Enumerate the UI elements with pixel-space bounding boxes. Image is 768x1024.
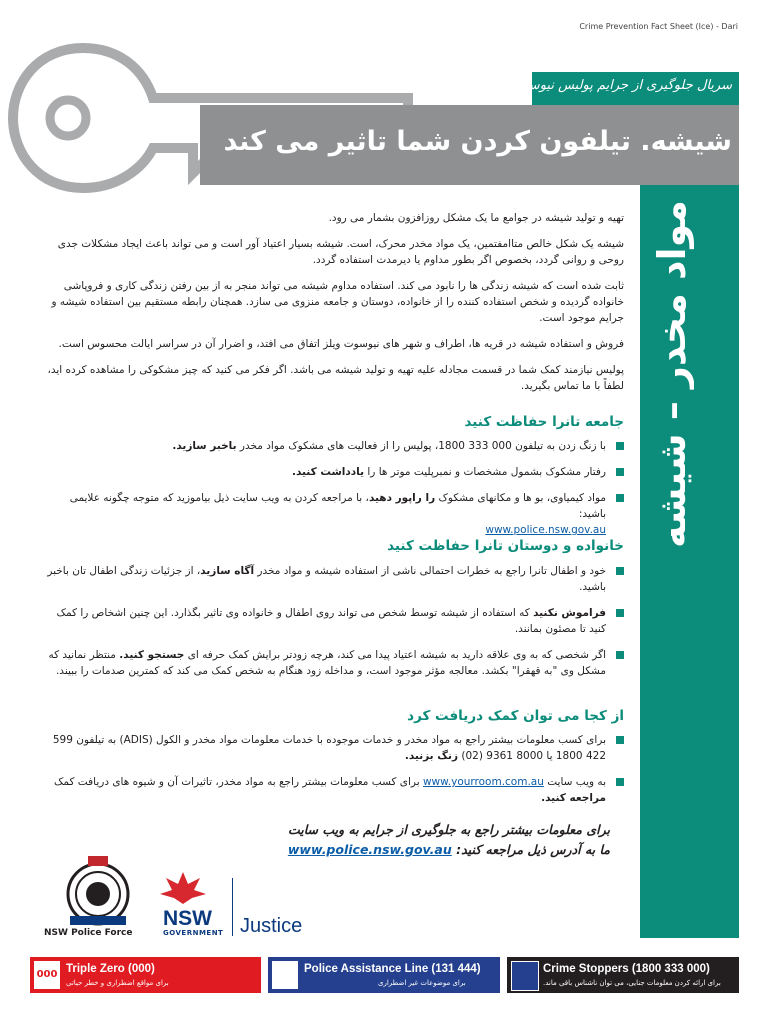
item-text: به ویب سایت [543,776,606,788]
item-text: برای کسب معلومات بیشتر راجع به مواد مخدر و خدمات موجوده با خدمات معلومات مواد مخدر و الکول (ADIS) به تیلفون 599 422 1800 یا 8000 9361 (02) [52,734,606,762]
footer-title: Triple Zero (000) [66,963,155,975]
more-info-line: برای معلومات بیشتر راجع به جلوگیری از جرایم به ویب سایت [287,822,610,837]
bullet-icon [616,778,624,786]
more-info-line [140,840,610,860]
list-item [40,464,624,480]
bullet-icon [616,651,624,659]
help-list [40,732,624,816]
bullet-icon [616,442,624,450]
intro-paragraph: پولیس نیازمند کمک شما در قسمت مجادله علیه تهیه و تولید شیشه می باشد. اگر فکر می کنید که چیز مشکوکی را مشاهده کرده اید، لطفاً با ما تماس بگیرید. [47,364,624,392]
item-text: منتظر نمانید که مشکل وی "به قهقرا" بکشد. معالجه مؤثر موجود است، و مداخله زود هنگام به شخص کمک می کند که کمترین صدمات را ببیند. [48,649,606,677]
item-bold: باخبر سازید. [172,440,237,452]
list-item [40,732,624,764]
page-title: شیشه. تیلفون کردن شما تاثیر می کند [223,126,732,157]
bullet-icon [616,494,624,502]
police-website-link-bottom[interactable]: www.police.nsw.gov.au [287,842,452,857]
footer-sub: برای مواقع اضطراری و خطر حیاتی [66,979,169,987]
footer-sub: برای موضوعات غیر اضطراری [378,979,466,987]
footer-police-line [268,957,500,993]
item-bold: جستجو کنید. [119,649,185,661]
bullet-icon [616,567,624,575]
footer-title: Crime Stoppers (1800 333 000) [543,963,710,975]
intro [40,210,624,404]
list-item [40,605,624,637]
justice-logo-text: Justice [240,915,303,937]
item-text: که استفاده از شیشه توسط شخص می تواند روی اطفال و خانواده وی تاثیر بگذارد. این چنین اشخاص را کمک کنید تا مصئون بمانند. [56,607,606,635]
police-icon [272,961,298,989]
fact-sheet-note: Crime Prevention Fact Sheet (Ice) - Dari [579,22,738,31]
nsw-logo-text: NSW [163,907,212,930]
list-item [40,490,624,538]
police-website-link[interactable]: www.police.nsw.gov.au [485,524,606,536]
list-item [40,563,624,595]
community-list [40,438,624,548]
item-text: با زنگ زدن به تیلفون 000 333 1800، پولیس را از فعالیت های مشکوک مواد مخدر [236,440,606,452]
triple-zero-icon: 000 [34,961,60,989]
more-info-text: ما به آدرس ذیل مراجعه کنید: [456,842,610,857]
item-bold: زنگ بزنید. [404,750,459,762]
footer-crime-stoppers [507,957,739,993]
side-title: مواد مخدر – شیشه [650,200,694,548]
police-label: NSW Police Force [44,928,133,938]
intro-paragraph: شیشه یک شکل خالص متاامفتمین، یک مواد مخدر محرک، است. شیشه بسیار اعتیاد آور است و می تواند باعث ایجاد مشکلات جدی روحی و روانی گردد، بخصوص اگر بطور مداوم یا دیرمدت استفاده گردد. [57,238,624,266]
intro-paragraph: فروش و استفاده شیشه در قریه ها، اطراف و شهر های نیوسوت ویلز اتفاق می افتد، و اضرار آن در سراسر ایالت محسوس است. [58,338,624,350]
item-bold: فراموش نکنید [533,607,606,619]
more-info [140,820,610,860]
item-bold: یادداشت کنید. [291,466,365,478]
item-text: رفتار مشکوک بشمول مشخصات و نمبرپلیت موتر ها را [364,466,606,478]
crime-stoppers-icon [511,961,539,991]
item-text: خود و اطفال تانرا راجع به خطرات احتمالی ناشی از استفاده شیشه و مواد مخدر [254,565,606,577]
bullet-icon [616,609,624,617]
item-text: ، از جزئیات زندگی اطفال تان باخبر باشید. [47,565,606,593]
item-bold: آگاه سازید [200,565,255,577]
bullet-icon [616,468,624,476]
list-item [40,647,624,679]
waratah-icon [158,870,208,906]
item-text: اگر شخصی که به وی علاقه دارید به شیشه اعتیاد پیدا می کند، هرچه زودتر برایش کمک حرفه ای [184,649,606,661]
logo-divider [232,878,233,936]
nsw-gov-text: GOVERNMENT [163,929,224,937]
section-title-community: جامعه تانرا حفاظت کنید [464,414,624,430]
yourroom-link[interactable]: www.yourroom.com.au [422,776,544,788]
footer-sub: برای ارائه کردن معلومات جنایی، می توان ناشناس باقی ماند. [543,979,721,987]
family-list [40,563,624,689]
item-text: مواد کیمیاوی، بو ها و مکانهای مشکوک [435,492,606,504]
item-text: ، با مراجعه کردن به ویب سایت ذیل بیاموزید که متوجه چگونه علایمی باشید: [69,492,606,520]
item-text: برای کسب معلومات بیشتر راجع به مواد مخدر، تاثیرات آن و شیوه های دریافت کمک [54,776,423,788]
intro-paragraph: ثابت شده است که شیشه زندگی ها را نابود می کند. استفاده مداوم شیشه می تواند منجر به از بین رفتن زندگی کاری و فروپاشی خانواده گردیده و شخص استفاده کننده را از خانواده، دوستان و جامعه منزوی می سازد. همچنان رابطه مستقیم بین استفاده شیشه و جرایم موجود است. [51,280,624,324]
item-bold: را راپور دهید [368,492,436,504]
footer-triple-zero [30,957,261,993]
subtitle: سریال جلوگیری از جرایم پولیس نیوسوت ویلز [484,78,732,93]
item-bold: مراجعه کنید. [541,792,606,804]
footer-title: Police Assistance Line (131 444) [304,963,481,975]
bullet-icon [616,736,624,744]
list-item [40,438,624,454]
section-title-family: خانواده و دوستان تانرا حفاظت کنید [387,538,624,554]
section-title-help: از کجا می توان کمک دریافت کرد [407,708,624,724]
intro-paragraph: تهیه و تولید شیشه در جوامع ما یک مشکل روزافزون بشمار می رود. [328,212,624,224]
police-badge-icon [58,852,138,932]
list-item [40,774,624,806]
